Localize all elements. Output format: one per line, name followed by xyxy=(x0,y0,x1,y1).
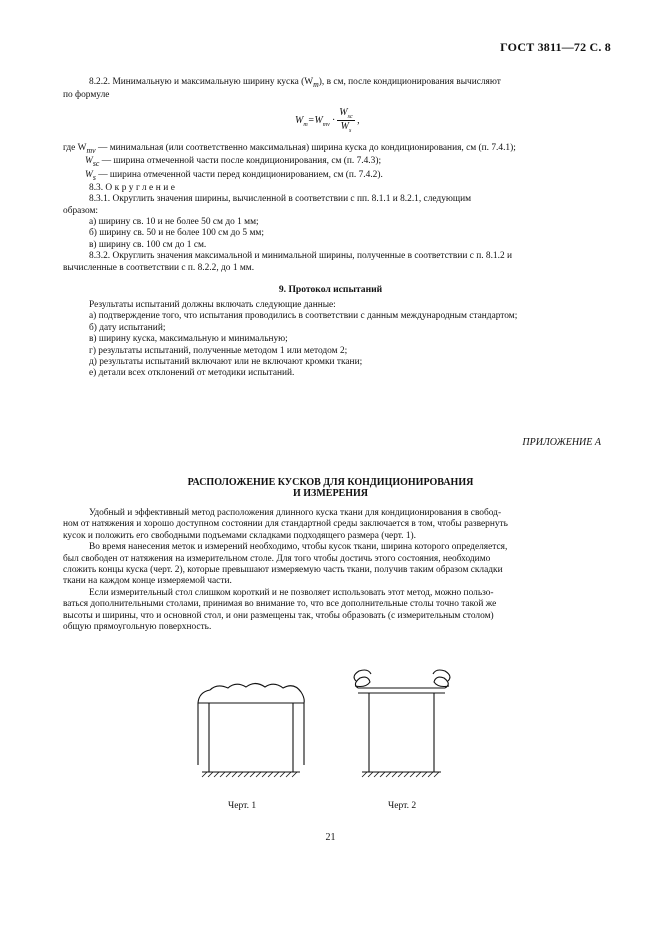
figure-1-caption: Черт. 1 xyxy=(228,800,257,811)
where-l3: — ширина отмеченной части перед кондиционированием, см (п. 7.4.2). xyxy=(95,169,383,180)
formula-dot: · xyxy=(329,114,338,126)
p832-line2: вычисленные в соответствии с п. 8.2.2, до 1 мм. xyxy=(63,262,255,273)
list-item: а) подтверждение того, что испытания проводились в соответствии с данным международным стандартом; xyxy=(89,311,518,322)
p822-line2: по формуле xyxy=(63,90,110,101)
p822-sub: m xyxy=(313,79,319,89)
where-l3-sub: s xyxy=(92,172,96,182)
formula-num-w: W xyxy=(339,107,348,118)
p822-text: 8.2.2. Минимальную и максимальную ширину куска (W xyxy=(89,77,314,87)
rounding-head-num: 8.3. xyxy=(89,182,106,193)
para2-line: был свободен от натяжения на измерительном столе. Для того чтобы достичь этого состояния, необходимо xyxy=(63,553,491,564)
where-l3-pre: W xyxy=(85,169,93,180)
rounding-item: б) ширину св. 50 и не более 100 см до 5 мм; xyxy=(89,228,264,239)
section9-intro: Результаты испытаний должны включать следующие данные: xyxy=(89,300,336,310)
para2-line: ткани на каждом конце измеряемой части. xyxy=(63,576,232,587)
formula-w: W xyxy=(314,114,323,126)
figure-1-table xyxy=(198,684,304,773)
para3-line: высоты и ширины, что и основной стол, и они размещены так, чтобы образовать (с измерительным столом) xyxy=(63,610,494,621)
where-l2-sub: sc xyxy=(92,159,100,169)
para3-line: общую прямоугольную поверхность. xyxy=(63,622,212,633)
formula-tail: , xyxy=(354,114,360,126)
formula-lhs-sub: m xyxy=(303,121,308,128)
formula-den-sub: s xyxy=(348,128,352,134)
p831-line2: образом: xyxy=(63,205,99,216)
where-l2: — ширина отмеченной части после кондиционирования, см (п. 7.4.3); xyxy=(99,156,382,167)
list-item: д) результаты испытаний включают или не включают кромки ткани; xyxy=(89,357,363,368)
formula-w-sub: mv xyxy=(322,121,330,128)
formula-den-w: W xyxy=(340,121,349,132)
appendix-title-line2: И ИЗМЕРЕНИЯ xyxy=(293,488,368,499)
formula-lhs: W xyxy=(295,114,304,126)
list-item: в) ширину куска, максимальную и минимальную; xyxy=(89,334,288,345)
list-item: б) дату испытаний; xyxy=(89,322,166,333)
where-l1: — минимальная (или соответственно максимальная) ширина куска до кондиционирования, см (п. 7.4.1); xyxy=(95,143,516,153)
rounding-heading: Округление xyxy=(105,182,178,193)
list-item: е) детали всех отклонений от методики испытаний. xyxy=(89,368,295,379)
para2-line: Во время нанесения меток и измерений необходимо, чтобы кусок ткани, ширина которого определяется, xyxy=(89,542,508,553)
section-9-title: 9. Протокол испытаний xyxy=(278,284,383,295)
appendix-title-line1: РАСПОЛОЖЕНИЕ КУСКОВ ДЛЯ КОНДИЦИОНИРОВАНИЯ xyxy=(187,477,474,488)
page-header: ГОСТ 3811—72 С. 8 xyxy=(500,40,611,54)
formula-eq: = xyxy=(307,114,315,126)
p832-line1: 8.3.2. Округлить значения максимальной и минимальной ширины, полученные в соответствии с п. 8.1.2 и xyxy=(89,251,513,262)
para2-line: сложить концы куска (черт. 2), которые превышают измеряемую часть ткани, получив таким образом складки xyxy=(63,565,503,576)
para1-line: кусок и положить его свободными подъемами складками подходящего размера (черт. 1). xyxy=(63,530,417,541)
rounding-item: в) ширину св. 100 см до 1 см. xyxy=(89,239,207,250)
where-l1-sub: mv xyxy=(86,145,96,155)
rounding-item: а) ширину св. 10 и не более 50 см до 1 мм; xyxy=(89,217,259,228)
para3-line: ваться дополнительными столами, принимая во внимание то, что все дополнительные столы точно такой же xyxy=(63,599,497,610)
appendix-label: ПРИЛОЖЕНИЕ А xyxy=(522,437,601,448)
para3-line: Если измерительный стол слишком короткий и не позволяет использовать этот метод, можно пользо- xyxy=(89,587,494,598)
figure-1-floor-hatching xyxy=(202,772,297,777)
list-item: г) результаты испытаний, полученные методом 1 или методом 2; xyxy=(89,345,348,356)
p831-line1: 8.3.1. Округлить значения ширины, вычисленной в соответствии с пп. 8.1.1 и 8.2.1, следующим xyxy=(89,194,472,205)
p822-text-b: ), в см, после кондиционирования вычисляют xyxy=(318,77,501,87)
formula-num-sub: sc xyxy=(347,114,353,120)
para1-line: ном от натяжения и хорошо доступном состоянии для стандартной среды заключается в том, чтобы развернуть xyxy=(63,519,508,530)
figure-2-caption: Черт. 2 xyxy=(388,800,417,811)
para1-line: Удобный и эффективный метод расположения длинного куска ткани для кондиционирования в свобод- xyxy=(89,508,502,518)
page-number: 21 xyxy=(325,832,336,843)
where-l1-pre: где W xyxy=(63,143,87,153)
figure-2-table xyxy=(354,670,450,772)
figure-2-floor-hatching xyxy=(362,772,439,777)
where-l2-pre: W xyxy=(85,156,93,167)
